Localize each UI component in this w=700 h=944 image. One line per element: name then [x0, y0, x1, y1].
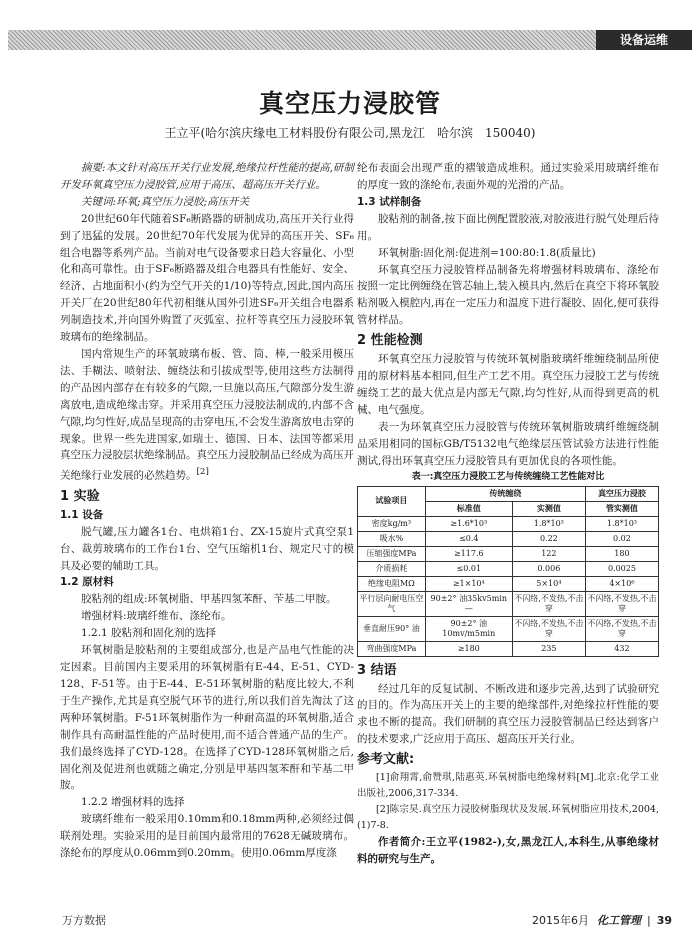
citation-mark: [2] [196, 467, 209, 478]
reference-2: [2]陈宗昊.真空压力浸胶树脂现状及发展.环氧树脂应用技术,2004,(1)7-8. [357, 804, 659, 832]
abstract: 摘要:本文针对高压开关行业发展,绝缘拉杆性能的提高,研制开发环氧真空压力浸胶管,应用于高压、超高压开关行业。 [60, 162, 354, 191]
comparison-table [357, 486, 659, 657]
table-cell: ≥1×10⁴ [425, 576, 512, 591]
fiber-text-continued: 纶布表面会出现严重的褶皱造成堆积。通过实验采用玻璃纤维布的厚度一致的涤纶布,表面外观的光滑的产品。 [357, 162, 659, 191]
table-row [358, 641, 659, 656]
table-header-measured: 实测值 [512, 501, 585, 516]
table-row [358, 531, 659, 546]
footer-date: 2015年6月 [531, 914, 589, 927]
prep-paragraph-2: 环氧真空压力浸胶管样品制备先将增强材料玻璃布、涤纶布按照一定比例缠绕在管芯轴上,装入模具内,然后在真空下将环氧胶粘剂吸入模腔内,再在一定压力和温度下进行凝胶、固化,便可获得管材样品。 [357, 263, 659, 327]
table-row [358, 561, 659, 576]
table-cell: ≥180 [425, 641, 512, 656]
table-row [358, 591, 659, 616]
table-cell: 绝缘电阻MΩ [358, 576, 426, 591]
table-cell: 0.02 [585, 531, 658, 546]
table-row [358, 546, 659, 561]
reference-1: [1]俞翔霄,俞赞琪,陆惠英.环氧树脂电绝缘材料[M].北京:化学工业出版社,2006,317-334. [357, 772, 659, 800]
table-row [358, 516, 659, 531]
table-cell: 不闪络,不发热,不击穿 [512, 616, 585, 641]
references-heading: 参考文献: [357, 752, 415, 768]
footer-info [532, 912, 672, 928]
table-header-standard: 标准值 [425, 501, 512, 516]
subsection-fiber-choice: 1.2.2 增强材料的选择 [81, 796, 185, 809]
table-cell: 吸水% [358, 531, 426, 546]
subsection-materials: 1.2 原材料 [60, 576, 114, 589]
subsection-glue-choice: 1.2.1 胶粘剂和固化剂的选择 [81, 627, 217, 640]
table-cell: 1.8*10³ [512, 516, 585, 531]
subsection-sample-prep: 1.3 试样制备 [357, 195, 422, 208]
page-number: 39 [656, 914, 672, 927]
table-cell: 0.22 [512, 531, 585, 546]
resin-text: 环氧树脂是胶粘剂的主要组成部分,也是产品电气性能的决定因素。目前国内主要采用的环氧树脂有E-44、E-51、CYD-128、F-51等。由于E-44、E-51环氧树脂的粘度比较大,不利于生产操作,尤其是真空脱气环节的进行,所以我们首先淘汰了这两种环氧树脂。F-51环氧树脂作为一种耐高温的环氧树脂,适合制作具有高耐温性能的产品时使用,而不适合普通产品的生产。我们最终选择了CYD-128。在选择了CYD-128环氧树脂之后,固化剂及促进剂也就随之确定,分别是甲基四氢苯酐和苄基二甲胺。 [60, 644, 354, 792]
section-heading-conclusion: 3 结语 [357, 662, 397, 678]
table-caption: 表一:真空压力浸胶工艺与传统缠绕工艺性能对比 [411, 471, 605, 482]
table-cell: ≥1.6*10³ [425, 516, 512, 531]
table-cell: ≤0.4 [425, 531, 512, 546]
intro-paragraph-1: 20世纪60年代随着SF₆断路器的研制成功,高压开关行业得到了迅猛的发展。20世纪70年代发展为优异的高压开关、SF₆组合电器等系列产品。当前对电气设备要求日趋大容量化、小型化和高可靠性。由于SF₆断路器及组合电器具有性能好、安全、经济、占地面积小(约为空气开关的1/10)等特点,因此,国内高压开关厂在20世纪80年代初相继从国外引进SF₆开关组合电器系列制造技术,并向国外购置了灭弧室、拉杆等真空压力浸胶环氧玻璃布的绝缘制品。 [60, 212, 354, 344]
mix-ratio: 环氧树脂:固化剂:促进剂=100:80:1.8(质量比) [378, 246, 596, 259]
header-banner [8, 30, 692, 50]
table-cell: 5×10⁴ [512, 576, 585, 591]
conclusion-paragraph: 经过几年的反复试制、不断改进和逐步完善,达到了试验研究的目的。作为高压开关上的主要的绝缘部件,对绝缘拉杆性能的要求也不断的提高。我们研制的真空压力浸胶管制品已经达到客户的技术要求,广泛应用于高压、超高压开关行业。 [357, 682, 659, 746]
table-cell: 122 [512, 546, 585, 561]
table-cell: 90±2° 油35kv5min — [425, 591, 512, 616]
section-tag: 设备运维 [596, 30, 692, 50]
subsection-equipment: 1.1 设备 [60, 508, 104, 521]
table-cell: 0.0025 [585, 561, 658, 576]
table-header-item: 试验项目 [358, 486, 426, 516]
table-cell: 不闪络,不发热,不击穿 [512, 591, 585, 616]
author-note: 作者简介:王立平(1982-),女,黑龙江人,本科生,从事绝缘材料的研究与生产。 [357, 836, 659, 866]
table-cell: 介质损耗 [358, 561, 426, 576]
table-cell: ≤0.01 [425, 561, 512, 576]
right-column [357, 160, 659, 868]
table-cell: ≥117.6 [425, 546, 512, 561]
intro-paragraph-2 [60, 346, 354, 485]
article-title: 真空压力浸胶管 [258, 89, 441, 118]
table-cell: 0.006 [512, 561, 585, 576]
table-row [358, 576, 659, 591]
performance-paragraph-1: 环氧真空压力浸胶管与传统环氧树脂玻璃纤维缠绕制品所使用的原材料基本相同,但生产工艺不用。真空压力浸胶工艺与传统缠绕工艺的最大优点是内部无气隙,均匀性好,从而得到更高的机械、电气强度。 [357, 353, 659, 416]
intro-paragraph-2-text: 国内常规生产的环氧玻璃布板、管、筒、棒,一般采用模压法、手糊法、喷射法、缠绕法和引拔成型等,使用这些方法制得的产品因内部存在有较多的气隙,一旦施以高压,气隙部分发生游离放电,造成绝缘击穿。并采用真空压力浸胶法制成的,内部不含气隙,均匀性好,成品呈现高的击穿电压,不会发生游离放电击穿的现象。世界一些先进国家,如瑞士、德国、日本、法国等都采用真空压力浸胶层状绝缘制品。真空压力浸胶制品已经成为高压开关绝缘行业发展的必然趋势。 [60, 347, 354, 482]
table-header-winding: 传统缠绕 [425, 486, 585, 501]
fiber-text: 玻璃纤维布一般采用0.10mm和0.18mm两种,必须经过偶联剂处理。实验采用的是目前国内最常用的7628无碱玻璃布。涤纶布的厚度从0.06mm到0.20mm。使用0.06mm厚度涤 [60, 813, 354, 860]
table-cell: 432 [585, 641, 658, 656]
table-cell: 4×10⁶ [585, 576, 658, 591]
table-cell: 垂直耐压90° 油 [358, 616, 426, 641]
table-cell: 不闪络,不发热,不击穿 [585, 616, 658, 641]
table-header-pipe-measured: 管实测值 [585, 501, 658, 516]
table-cell: 235 [512, 641, 585, 656]
footer-source: 万方数据 [62, 914, 106, 927]
glue-composition: 胶粘剂的组成:环氧树脂、甲基四氢苯酐、苄基二甲胺。 [81, 593, 337, 606]
performance-paragraph-2: 表一为环氧真空压力浸胶管与传统环氧树脂玻璃纤维缠绕制品采用相同的国标GB/T5132电气绝缘层压管试验方法进行性能测试,得出环氧真空压力浸胶管具有更加优良的各项性能。 [357, 420, 659, 467]
table-cell: 180 [585, 546, 658, 561]
table-cell: 弯曲强度MPa [358, 641, 426, 656]
section-heading-performance: 2 性能检测 [357, 333, 423, 349]
table-cell: 不闪络,不发热,不击穿 [585, 591, 658, 616]
table-row [358, 616, 659, 641]
table-cell: 1.8*10³ [585, 516, 658, 531]
author-affiliation: 王立平(哈尔滨庆缘电工材料股份有限公司,黑龙江 哈尔滨 150040) [164, 126, 536, 140]
equipment-text: 脱气罐,压力罐各1台、电烘箱1台、ZX-15旋片式真空泵1台、裁剪玻璃布的工作台1台、空气压缩机1台、规定尺寸的模具及必要的辅助工具。 [60, 525, 354, 572]
journal-name: 化工管理 [596, 914, 641, 927]
prep-paragraph-1: 胶粘剂的制备,按下面比例配置胶液,对胶液进行脱气处理后待用。 [357, 212, 659, 242]
table-cell: 密度kg/m³ [358, 516, 426, 531]
table-cell: 平行层向耐电压空气 [358, 591, 426, 616]
section-heading-experiment: 1 实验 [60, 488, 100, 504]
table-header-vpi: 真空压力浸胶 [585, 486, 658, 501]
reinforcement-materials: 增强材料:玻璃纤维布、涤纶布。 [81, 610, 232, 623]
left-column [60, 160, 354, 862]
keywords: 关键词:环氧;真空压力浸胶;高压开关 [81, 195, 250, 208]
footer-separator: | [646, 914, 651, 927]
table-cell: 压缩强度MPa [358, 546, 426, 561]
table-cell: 90±2° 油10mv/m5min [425, 616, 512, 641]
